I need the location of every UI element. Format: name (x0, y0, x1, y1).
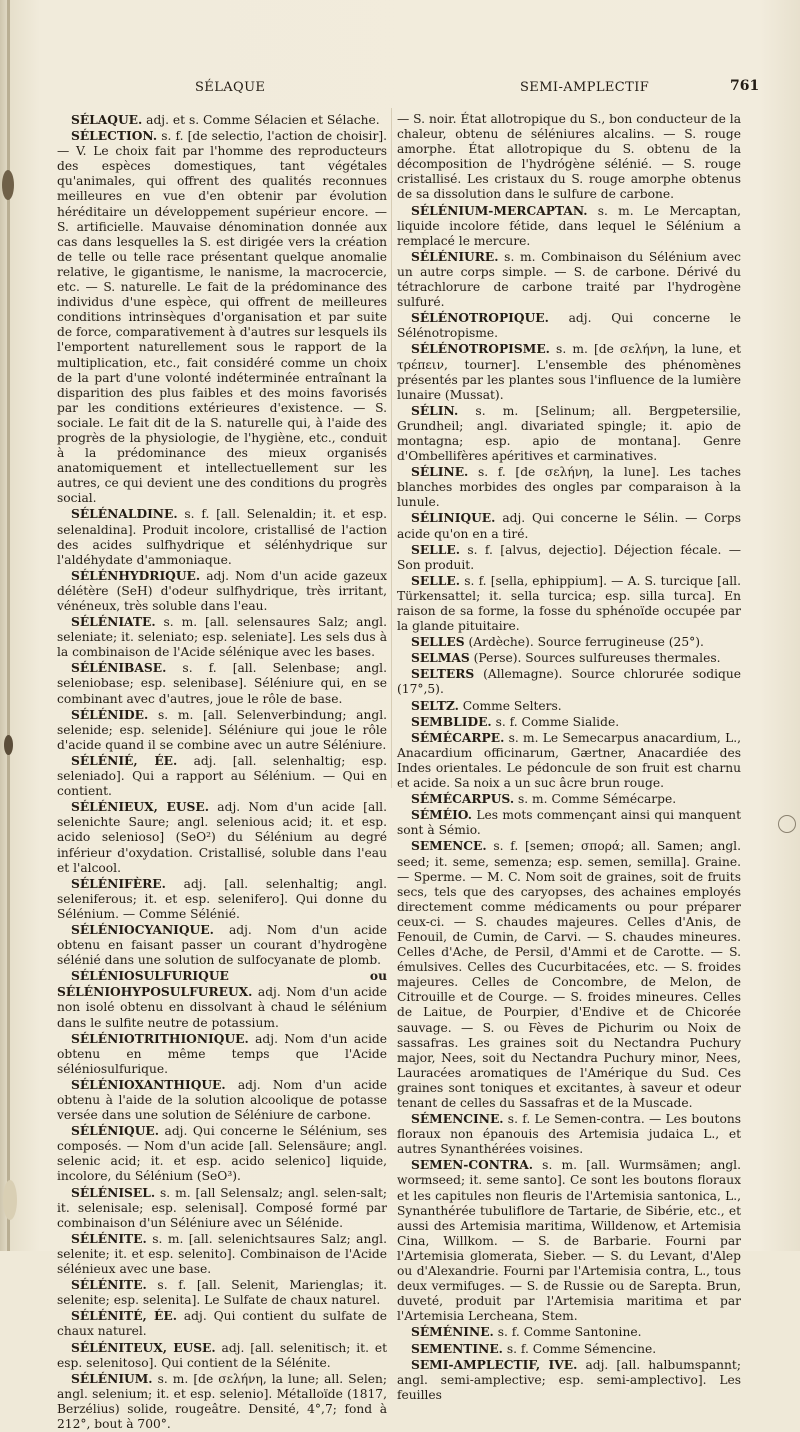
entry-definition: s. f. Comme Sialide. (491, 714, 620, 729)
entry-definition: s. m. [all. Wurmsämen; angl. wormseed; it. seme santo]. Ce sont les boutons floraux et les capitules non fleuris de l'Artemisia santonica, L., Synanthérée tubuliflore de Tartarie, de Sibérie, etc., et aussi des Artemisia maritima, Willdenow, et Artemisia Cina, Willkom. — S. de Barbarie. Fourni par l'Artemisia glomerata, Sieber. — S. du Levant, d'Alep ou d'Alexandrie. Fourni par l'Artemisia contra, L., tous deux vermifuges. — S. de Russie ou de Sarepta. Brun, duveté, produit par l'Artemisia maritima et par l'Artemisia Lercheana, Stem. (397, 1158, 741, 1324)
dictionary-entry (397, 403, 741, 464)
entry-headword: SÉLÉNITE. (71, 1230, 147, 1246)
entry-headword: SÉLÉNIÉ, ÉE. (71, 752, 178, 768)
entry-definition: adj. et s. Comme Sélacien et Sélache. (142, 113, 380, 127)
entry-definition: s. m. [de σελήνη, la lune; all. Selen; angl. selenium; it. et esp. selenio]. Métalloïde (1817, Berzélius) solide, rougeâtre. Densité, 4°,7; fond à 212°, bout à 700°. (57, 1371, 387, 1431)
dictionary-entry (397, 464, 741, 510)
dictionary-entry (57, 1123, 387, 1184)
dictionary-entry (397, 698, 741, 714)
dictionary-entry (397, 838, 741, 1111)
entry-headword: SÉLÉNITE. (71, 1277, 147, 1293)
dictionary-entry (397, 650, 741, 666)
dictionary-entry (57, 968, 387, 1030)
column-divider (391, 108, 392, 788)
entry-headword: SÉLÉNIQUE. (71, 1123, 160, 1139)
entry-definition: adj. Nom d'un acide obtenu en même temps que l'Acide séléniosulfurique. (57, 1031, 387, 1076)
page-stain (3, 1180, 17, 1220)
entry-definition: adj. [all. selenitisch; it. et esp. selenitoso]. Qui contient de la Sélénite. (57, 1340, 388, 1370)
dictionary-entry (57, 112, 387, 128)
entry-headword: SÉMÉCARPE. (411, 729, 505, 745)
dictionary-entry (397, 310, 741, 341)
entry-headword: SÉLÉNOTROPISME. (411, 341, 550, 357)
dictionary-entry (57, 614, 387, 660)
entry-definition: s. f. [semen; σπορά; all. Samen; angl. seed; it. seme, semenza; esp. semen, semilla]. Graine. — Sperme. — M. C. Nom soit de graines, soit de fruits secs, tels que des caryopses, des achaines employés directement comme médicaments ou pour préparer ceux-ci. — S. chaudes majeures. Celles d'Anis, de Fenouil, de Cumin, de Carvi. — S. chaudes mineures. Celles d'Ache, de Persil, d'Ammi et de Carotte. — S. émulsives. Celles des Cucurbitacées, etc. — S. froides majeures. Celles de Concombre, de Melon, de Citrouille et de Courge. — S. froides mineures. Celles de Laitue, de Pourpier, d'Endive et de Chicorée sauvage. — S. ou Fèves de Pichurim ou Noix de sassafras. Les graines soit du Nectandra Puchury major, Nees, soit du Nectandra Puchury minor, Nees, Lauracées aromatiques de l'Amérique du Sud. Ces graines sont toniques et excitantes, à saveur et odeur tenant de celles du Sassafras et de la Muscade. (397, 839, 741, 1110)
entry-definition: adj. Nom d'un acide gazeux délétère (SeH) d'odeur sulfhydrique, très irritant, vénéneux, très soluble dans l'eau. (57, 568, 387, 613)
entry-definition: adj. [all. selenhaltig; esp. seleniado]. Qui a rapport au Sélénium. — Qui en contient. (57, 753, 387, 799)
entry-headword: SÉMÉNINE. (411, 1324, 494, 1340)
dictionary-entry (57, 1031, 387, 1077)
entry-definition: s. f. [all. Selenit, Marienglas; it. selenite; esp. selenita]. Le Sulfate de chaux naturel. (57, 1278, 387, 1308)
dictionary-entry (397, 714, 741, 730)
entry-definition: adj. [all. halbumspannt; angl. semi-amplective; esp. semi-amplectivo]. Les feuilles (397, 1357, 741, 1402)
dictionary-entry (57, 876, 387, 922)
entry-definition: s. m. [all Selensalz; angl. selen-salt; it. selenisale; esp. selenisal]. Composé formé par combinaison d'un Séléniure avec un Sélénide. (57, 1185, 387, 1230)
dictionary-entry (57, 506, 387, 567)
entry-headword: SÉLÉNISEL. (71, 1184, 156, 1200)
entry-definition: adj. Qui concerne le Sélénium, ses composés. — Nom d'un acide [all. Selensäure; angl. selenic acid; it. et esp. acido selenico] liquide, incolore, du Sélénium (SeO³). (57, 1124, 387, 1184)
dictionary-entry (57, 1185, 387, 1231)
entry-headword: SÉLÉNITÉ, ÉE. (71, 1308, 177, 1324)
entry-headword: SÉLÉNIATE. (71, 614, 156, 630)
entry-definition: adj. [all. selenhaltig; angl. seleniferous; it. et esp. selenifero]. Qui donne du Sélénium. — Comme Sélénié. (57, 876, 387, 921)
entry-definition: s. m. [all. selenichtsaures Salz; angl. selenite; it. et esp. selenito]. Combinaison de l'Acide sélénieux avec une base. (57, 1231, 387, 1277)
dictionary-entry (57, 799, 387, 875)
dictionary-entry (57, 707, 387, 753)
dictionary-entry (57, 1231, 387, 1277)
entry-headword: SÉMENCINE. (411, 1111, 504, 1127)
entry-headword: SEMBLIDE. (411, 713, 492, 729)
entry-headword: SÉLÉNIOXANTHIQUE. (71, 1076, 226, 1092)
entry-definition: s. f. [all. Selenbase; angl. seleniobase; esp. selenibase]. Séléniure qui, en se combinant avec d'autres, joue le rôle de base. (57, 661, 387, 706)
entry-definition: s. f. Le Semen-contra. — Les boutons floraux non épanouis des Artemisia judaica L., et autres Synanthérées voisines. (397, 1112, 741, 1157)
entry-headword: SÉLAQUE. (71, 112, 143, 127)
dictionary-entry (397, 341, 741, 402)
entry-headword: SÉLIN. (411, 402, 459, 418)
dictionary-entry (397, 1341, 741, 1357)
entry-headword: SÉLÉNIBASE. (71, 660, 167, 676)
entry-definition: adj. Qui contient du sulfate de chaux naturel. (57, 1309, 387, 1339)
dictionary-entry (57, 1277, 387, 1308)
entry-headword: SÉLÉNIUM-MERCAPTAN. (411, 202, 588, 218)
entry-headword: SELLE. (411, 572, 461, 588)
dictionary-entry (397, 1111, 741, 1157)
entry-headword: SEMI-AMPLECTIF, IVE. (411, 1356, 578, 1372)
dictionary-entry (57, 660, 387, 706)
page-stain (4, 735, 13, 755)
entry-definition: s. m. Le Semecarpus anacardium, L., Anacardium officinarum, Gærtner, Anacardiée des Indes orientales. Le pédoncule de son fruit est charnu et acide. Sa noix a un suc âcre brun rouge. (397, 730, 741, 791)
margin-mark (778, 815, 796, 833)
dictionary-entry (57, 1371, 387, 1432)
entry-headword: SELTZ. (411, 697, 459, 713)
entry-definition: adj. Qui concerne le Sélin. — Corps acide qu'on en a tiré. (397, 511, 741, 541)
entry-definition: s. m. [Selinum; all. Bergpetersilie, Grundheil; angl. divariated spingle; it. apio de montagna; esp. apio de montana]. Genre d'Ombellifères apéritives et carminatives. (397, 403, 741, 464)
right-column (397, 112, 741, 1403)
entry-headword: SÉLÉNHYDRIQUE. (71, 567, 201, 583)
entry-definition: (Perse). Sources sulfureuses thermales. (469, 651, 721, 666)
dictionary-entry (397, 730, 741, 791)
entry-definition: s. m. [de σελήνη, la lune, et τρέπειν, tourner]. L'ensemble des phénomènes présentés par les plantes sous l'influence de la lumière lunaire (Mussat). (397, 342, 741, 402)
entry-headword: SELTERS (411, 666, 475, 682)
entry-definition: s. f. [alvus, dejectio]. Déjection fécale. — Son produit. (397, 542, 741, 572)
dictionary-entry (57, 1308, 387, 1339)
entry-headword: SEMENCE. (411, 838, 487, 854)
entry-headword: SÉLÉNIOSULFURIQUE ou SÉLÉNIOHYPOSULFUREUX. (57, 968, 387, 1000)
entry-definition: s. m. [all. selensaures Salz; angl. seleniate; it. seleniato; esp. seleniate]. Les sels dus à la combinaison de l'Acide sélénique avec les bases. (57, 615, 387, 660)
entry-headword: SÉLÉNITEUX, EUSE. (71, 1339, 216, 1355)
entry-definition: s. m. [all. Selenverbindung; angl. selenide; esp. selenide]. Séléniure qui joue le rôle d'acide quand il se combine avec un autre Séléniure. (57, 707, 387, 752)
entry-definition: s. m. Le Mercaptan, liquide incolore fétide, dans lequel le Sélénium a remplacé le mercure. (397, 203, 741, 248)
dictionary-entry (397, 112, 741, 203)
entry-definition: s. f. [de selectio, l'action de choisir]. — V. Le choix fait par l'homme des reproducteurs des espèces domestiques, tant végétales qu'animales, qui offrent des qualités reconnues meilleures en vue d'en obtenir par évolution héréditaire un développement supérieur encore. — S. artificielle. Mauvaise dénomination donnée aux cas dans lesquelles la S. est dirigée vers la création de telle ou telle race présentant quelque anomalie relative, le gigantisme, le nanisme, la macrocercie, etc. — S. naturelle. Le fait de la prédominance des individus d'une espèce, qui offrent de meilleures conditions intrinsèques d'organisation et par suite de force, comparativement à d'autres sur lesquels ils l'emportent naturellement sous le rapport de la multiplication, etc., fait considéré comme un choix de la part d'une volonté indéterminée entraînant la disparition des plus faibles et des moins favorisés par les conditions extérieures d'existence. — S. sociale. Le fait dit de la S. naturelle qui, à l'aide des progrès de la physiologie, de l'hygiène, etc., conduit à la prédominance des mieux organisés anatomiquement et intellectuellement sur les autres, ce qui devient une des conditions du progrès social. (57, 129, 387, 506)
entry-definition: s. m. Comme Sémécarpe. (514, 792, 677, 807)
entry-definition: (Allemagne). Source chlorurée sodique (17°,5). (397, 667, 741, 697)
running-header-right: SEMI-AMPLECTIF (520, 80, 650, 95)
left-column (57, 112, 387, 1432)
entry-definition: adj. Nom d'un acide obtenu à l'aide de la solution alcoolique de potasse versée dans une solution de Séléniure de carbone. (57, 1077, 387, 1123)
dictionary-entry (397, 249, 741, 310)
dictionary-entry (397, 203, 741, 249)
entry-headword: SÉLÉNIOCYANIQUE. (71, 921, 214, 937)
entry-headword: SÉLÉNIURE. (411, 248, 499, 264)
entry-definition: adj. Qui concerne le Sélénotropisme. (397, 311, 741, 341)
entry-headword: SÉLÉNIEUX, EUSE. (71, 799, 209, 815)
entry-definition: s. f. [de σελήνη, la lune]. Les taches blanches morbides des ongles par comparaison à la lunule. (397, 465, 741, 510)
entry-headword: SÉLÉNALDINE. (71, 506, 178, 522)
dictionary-entry (397, 542, 741, 573)
entry-headword: SÉLÉNOTROPIQUE. (411, 310, 549, 326)
entry-headword: SELLE. (411, 541, 461, 557)
entry-headword: SÉLÉNIUM. (71, 1370, 153, 1386)
page-stain (2, 170, 14, 200)
entry-headword: SÉMÉIO. (411, 807, 473, 823)
dictionary-entry (57, 1077, 387, 1123)
entry-headword: SELLES (411, 634, 465, 650)
entry-definition: adj. Nom d'un acide non isolé obtenu en dissolvant à chaud le sélénium dans le sulfite neutre de potassium. (57, 985, 387, 1030)
dictionary-entry (397, 510, 741, 541)
entry-definition: s. f. Comme Santonine. (493, 1325, 642, 1340)
dictionary-entry (397, 1157, 741, 1324)
dictionary-entry (57, 753, 387, 799)
entry-headword: SÉLINE. (411, 464, 469, 480)
entry-headword: SÉLINIQUE. (411, 510, 496, 526)
entry-headword: SEMENTINE. (411, 1340, 503, 1356)
entry-headword: SÉLECTION. (71, 128, 158, 144)
entry-definition: adj. Nom d'un acide [all. selenichte Saure; angl. selenious acid; it. et esp. acido selenioso] (SeO²) du Sélénium au degré inférieur d'oxydation. Cristallisé, soluble dans l'eau et l'alcool. (57, 800, 387, 875)
entry-definition: (Ardèche). Source ferrugineuse (25°). (464, 635, 704, 650)
entry-headword: SEMEN-CONTRA. (411, 1157, 534, 1173)
dictionary-entry (397, 1357, 741, 1403)
dictionary-entry (397, 666, 741, 697)
entry-headword: SELMAS (411, 650, 470, 666)
dictionary-entry (57, 568, 387, 614)
entry-definition: s. f. [all. Selenaldin; it. et esp. selenaldina]. Produit incolore, cristallisé de l'action des acides sulfhydrique et sélénhydrique sur l'aldéhydate d'ammoniaque. (57, 507, 387, 567)
entry-definition: s. m. Combinaison du Sélénium avec un autre corps simple. — S. de carbone. Dérivé du tétrachlorure de carbone traité par l'hydrogène sulfuré. (397, 249, 741, 310)
dictionary-entry (57, 128, 387, 506)
entry-headword: SÉLÉNIOTRITHIONIQUE. (71, 1030, 249, 1046)
dictionary-entry (397, 807, 741, 838)
dictionary-entry (397, 634, 741, 650)
entry-definition: — S. noir. État allotropique du S., bon conducteur de la chaleur, obtenu de séléniures alcalins. — S. rouge amorphe. État allotropique du S. obtenu de la décomposition de l'hydrógène sélénié. — S. rouge cristallisé. Les cristaux du S. rouge amorphe obtenus de sa dissolution dans le sulfure de carbone. (397, 112, 741, 202)
dictionary-entry (397, 573, 741, 634)
entry-headword: SÉLÉNIDE. (71, 706, 149, 722)
running-header-left: SÉLAQUE (195, 80, 266, 95)
entry-headword: SÉLÉNIFÈRE. (71, 875, 166, 891)
entry-headword: SÉMÉCARPUS. (411, 791, 515, 807)
dictionary-entry (57, 922, 387, 968)
dictionary-entry (57, 1340, 387, 1371)
dictionary-entry (397, 791, 741, 807)
page-number: 761 (730, 78, 760, 94)
entry-definition: adj. Nom d'un acide obtenu en faisant passer un courant d'hydrogène sélénié dans une solution de sulfocyanate de plomb. (57, 922, 387, 968)
dictionary-entry (397, 1324, 741, 1340)
entry-definition: Comme Selters. (458, 698, 562, 713)
entry-definition: s. f. Comme Sémencine. (502, 1341, 657, 1356)
entry-definition: Les mots commençant ainsi qui manquent sont à Sémio. (397, 808, 741, 838)
entry-definition: s. f. [sella, ephippium]. — A. S. turcique [all. Türkensattel; it. sella turcica; esp. silla turca]. En raison de sa forme, la fosse du sphénoïde occupée par la glande pituitaire. (397, 573, 741, 634)
